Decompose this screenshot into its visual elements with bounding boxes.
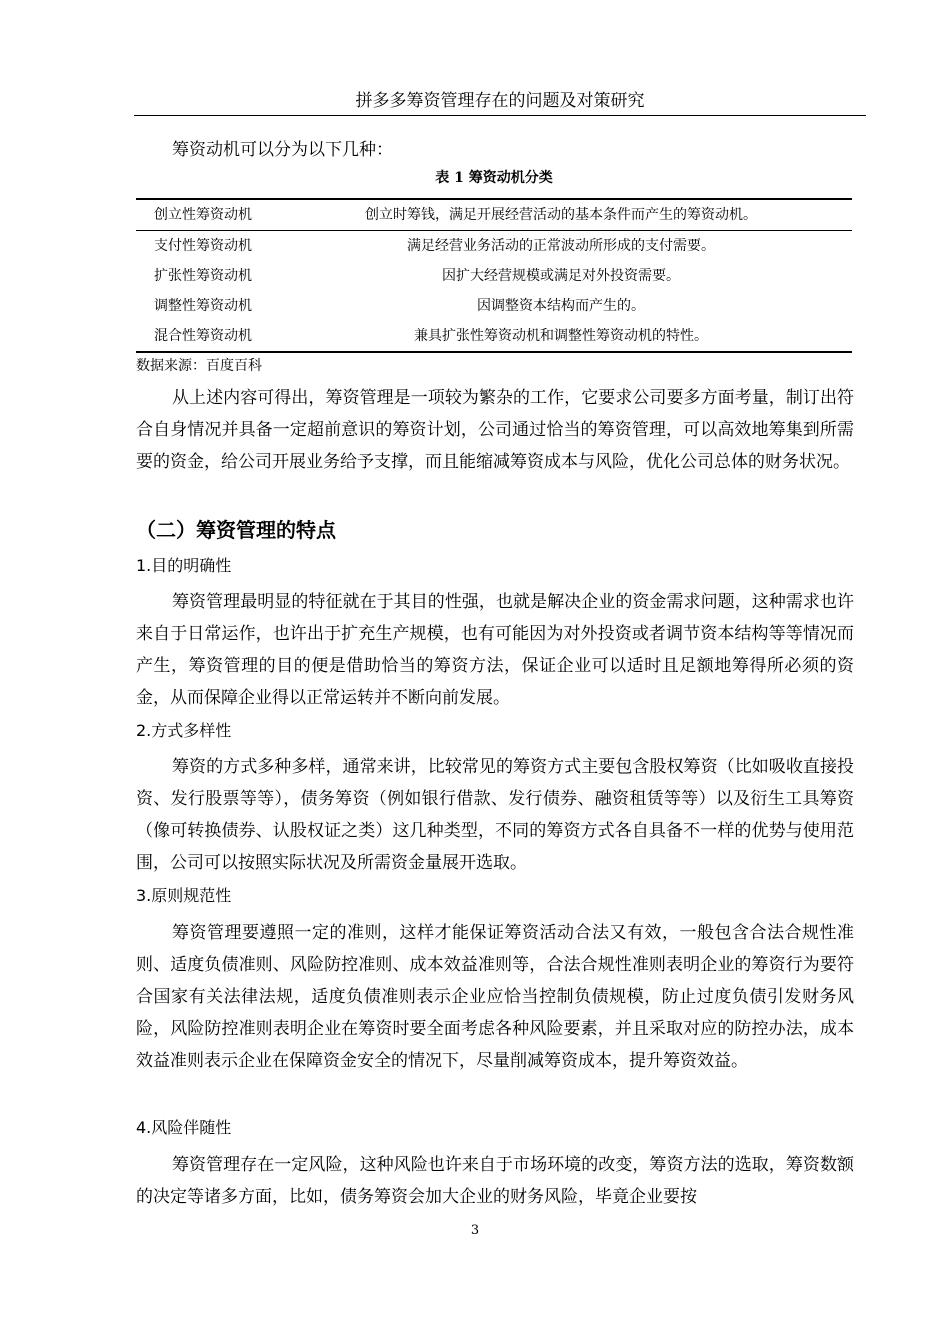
subsection-heading: 3.原则规范性 [136, 886, 232, 905]
intro-paragraph [136, 134, 854, 166]
table-row [136, 231, 852, 262]
page-number: 3 [470, 1223, 480, 1238]
motive-type-cell: 创立性筹资动机 [136, 199, 270, 231]
motive-desc-cell: 满足经营业务活动的正常波动所形成的支付需要。 [407, 238, 715, 254]
table-row [136, 321, 852, 352]
subsection-text: 筹资管理存在一定风险，这种风险也许来自于市场环境的改变，筹资方法的选取，筹资数额的决定等诸多方面，比如，债务筹资会加大企业的财务风险，毕竟企业要按 [136, 1155, 854, 1207]
motive-type-cell: 调整性筹资动机 [154, 298, 252, 314]
summary-paragraph [136, 382, 854, 478]
motive-desc-cell: 创立时筹钱，满足开展经营活动的基本条件而产生的筹资动机。 [270, 199, 852, 231]
motive-type-cell: 混合性筹资动机 [136, 321, 270, 352]
motive-desc-cell: 因扩大经营规模或满足对外投资需要。 [442, 268, 680, 284]
summary-text: 从上述内容可得出，筹资管理是一项较为繁杂的工作，它要求公司要多方面考量，制订出符合自身情况并具备一定超前意识的筹资计划，公司通过恰当的筹资管理，可以高效地筹集到所需要的资金，给公司开展业务给予支撑，而且能缩减筹资成本与风险，优化公司总体的财务状况。 [136, 388, 854, 472]
page-header-title: 拼多多筹资管理存在的问题及对策研究 [355, 91, 645, 111]
subsection-text: 筹资的方式多种多样，通常来讲，比较常见的筹资方式主要包含股权筹资（比如吸收直接投资、发行股票等等），债务筹资（例如银行借款、发行债券、融资租赁等等）以及衍生工具筹资（像可转换债券、认股权证之类）这几种类型，不同的筹资方式各自具备不一样的优势与使用范围，公司可以按照实际状况及所需资金量展开选取。 [136, 757, 854, 873]
subsection-heading: 1.目的明确性 [136, 556, 232, 575]
subsection-paragraph [136, 1149, 854, 1213]
funding-motive-table [136, 198, 852, 353]
table-source: 数据来源：百度百科 [136, 358, 262, 374]
subsection-text: 筹资管理最明显的特征就在于其目的性强，也就是解决企业的资金需求问题，这种需求也许来自于日常运作，也许出于扩充生产规模，也有可能因为对外投资或者调节资本结构等等情况而产生，筹资管理的目的便是借助恰当的筹资方法，保证企业可以适时且足额地筹得所必须的资金，从而保障企业得以正常运转并不断向前发展。 [136, 592, 854, 708]
subsection-heading: 4.风险伴随性 [136, 1118, 232, 1137]
subsection-paragraph [136, 917, 854, 1077]
motive-type-cell: 扩张性筹资动机 [154, 268, 252, 284]
intro-text: 筹资动机可以分为以下几种： [172, 140, 393, 160]
section-heading: （二）筹资管理的特点 [136, 518, 336, 542]
subsection-heading: 2.方式多样性 [136, 721, 232, 740]
motive-desc-cell: 因调整资本结构而产生的。 [477, 298, 645, 314]
motive-type-cell: 支付性筹资动机 [154, 238, 252, 254]
table-row [136, 291, 852, 321]
motive-desc-cell: 兼具扩张性筹资动机和调整性筹资动机的特性。 [270, 321, 852, 352]
table-row [136, 199, 852, 231]
table-row [136, 261, 852, 291]
subsection-text: 筹资管理要遵照一定的准则，这样才能保证筹资活动合法又有效，一般包含合法合规性准则、适度负债准则、风险防控准则、成本效益准则等，合法合规性准则表明企业的筹资行为要符合国家有关法律法规，适度负债准则表示企业应恰当控制负债规模，防止过度负债引发财务风险，风险防控准则表明企业在筹资时要全面考虑各种风险要素，并且采取对应的防控办法，成本效益准则表示企业在保障资金安全的情况下，尽量削减筹资成本，提升筹资效益。 [136, 923, 854, 1071]
header-rule [134, 115, 866, 116]
subsection-paragraph [136, 586, 854, 714]
table-caption: 表 1 筹资动机分类 [435, 170, 553, 186]
subsection-paragraph [136, 751, 854, 879]
